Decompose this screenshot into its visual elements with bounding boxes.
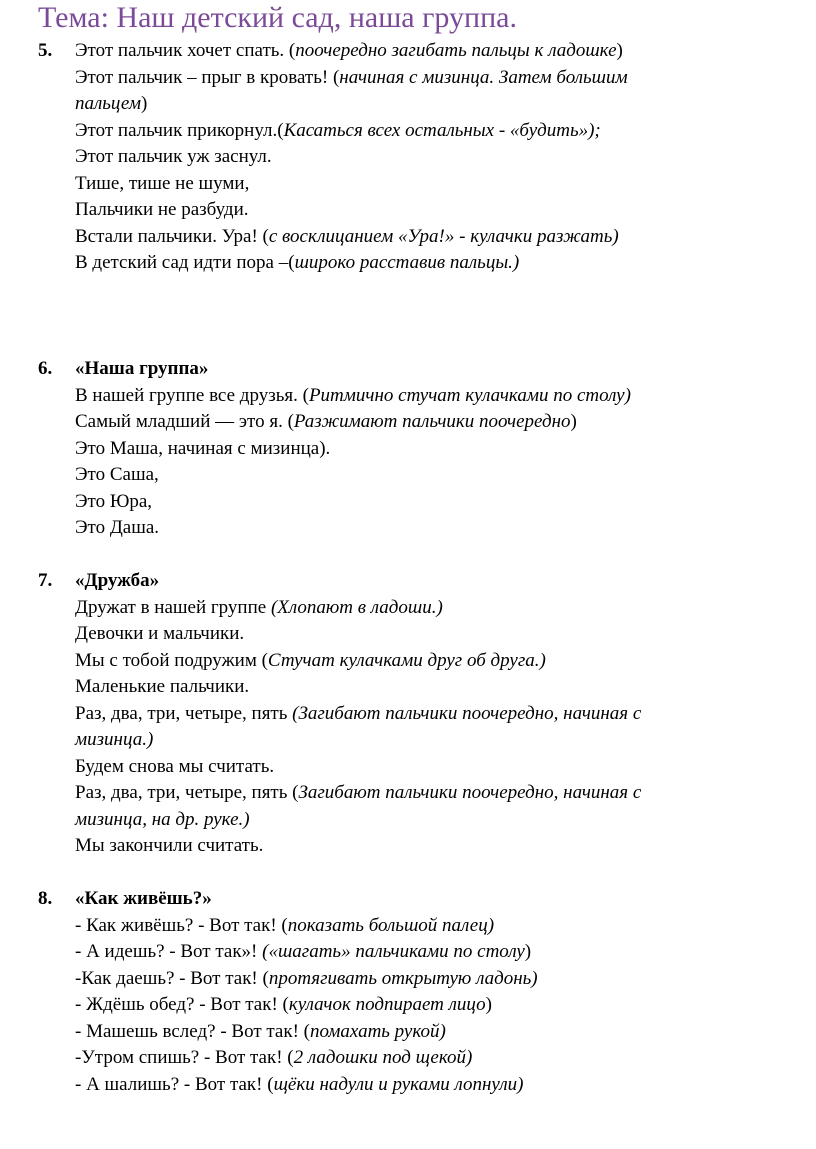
verse-text: Будем снова мы считать.	[75, 755, 275, 777]
section-body	[75, 886, 808, 1098]
verse-text: Этот пальчик уж заснул.	[75, 146, 272, 167]
section-number: 7.	[38, 570, 53, 591]
section-number: 5.	[38, 40, 53, 61]
verse-line	[75, 701, 808, 728]
section-heading	[75, 568, 808, 595]
verse-text: )	[524, 941, 532, 962]
instruction-text: Касаться всех остальных - «будить»);	[283, 119, 601, 141]
verse-text: -Утром спишь? - Вот так! (	[75, 1047, 294, 1068]
instruction-text: (Хлопают в ладоши.)	[270, 596, 443, 618]
verse-text: - Как живёшь? - Вот так! (	[75, 914, 288, 936]
verse-line	[75, 515, 808, 542]
verse-text: Это Маша, начиная с мизинца).	[75, 437, 331, 459]
verse-text: Самый младший — это я. (	[75, 411, 294, 432]
verse-line	[75, 144, 808, 171]
verse-text: Этот пальчик – прыг в кровать! (	[75, 66, 340, 88]
verse-text: )	[616, 40, 623, 61]
instruction-text: показать большой палец)	[287, 914, 495, 936]
verse-line	[75, 436, 808, 463]
verse-line	[75, 1072, 808, 1099]
instruction-text: (Загибают пальчики поочередно, начиная с	[292, 702, 642, 724]
instruction-text: Разжимают пальчики поочередно	[293, 411, 571, 432]
verse-text: Раз, два, три, четыре, пять	[75, 702, 293, 724]
instruction-text: щёки надули и руками лопнули)	[273, 1073, 524, 1095]
verse-line	[75, 38, 808, 65]
verse-text: Мы с тобой подружим (	[75, 649, 268, 671]
verse-text: - А идешь? - Вот так»!	[75, 941, 263, 962]
instruction-text: протягивать открытую ладонь)	[268, 967, 538, 989]
instruction-text: с восклицанием «Ура!» - кулачки разжать)	[268, 225, 619, 247]
verse-text: Тише, тише не шуми,	[75, 172, 250, 194]
verse-text: Это Саша,	[75, 464, 159, 485]
verse-line	[75, 621, 808, 648]
verse-text: Маленькие пальчики.	[75, 676, 250, 697]
verse-text: Этот пальчик прикорнул.(	[75, 119, 284, 141]
verse-line	[75, 462, 808, 489]
instruction-text: Ритмично стучат кулачками по столу)	[308, 384, 631, 406]
verse-line	[75, 197, 808, 224]
section-body	[75, 568, 808, 860]
instruction-text: пальцем	[75, 93, 141, 114]
verse-text: Раз, два, три, четыре, пять (	[75, 782, 299, 803]
section-number: 6.	[38, 358, 53, 379]
verse-line	[75, 489, 808, 516]
verse-line	[75, 91, 808, 118]
verse-text: В нашей группе все друзья. (	[75, 384, 309, 406]
verse-text: )	[141, 93, 148, 114]
verse-line	[75, 224, 808, 251]
instruction-text: широко расставив пальцы.)	[294, 252, 520, 273]
verse-text: )	[485, 994, 492, 1015]
verse-text: Это Юра,	[75, 490, 153, 512]
instruction-text: начиная с мизинца. Затем большим	[339, 66, 628, 88]
verse-text: Дружат в нашей группе	[75, 596, 271, 618]
verse-line	[75, 992, 808, 1019]
verse-text: Это Даша.	[75, 517, 160, 538]
verse-line	[75, 171, 808, 198]
verse-text: «Дружба»	[75, 570, 160, 591]
verse-line	[75, 807, 808, 834]
verse-text: -Как даешь? - Вот так! (	[75, 967, 269, 989]
section-heading	[75, 886, 808, 913]
verse-line	[75, 1045, 808, 1072]
verse-text: «Наша группа»	[75, 358, 209, 379]
section-7	[38, 568, 808, 860]
verse-text: - Ждёшь обед? - Вот так! (	[75, 994, 289, 1015]
verse-line	[75, 409, 808, 436]
section-body	[75, 356, 808, 542]
section-body	[75, 38, 808, 277]
section-heading	[75, 356, 808, 383]
instruction-text: помахать рукой)	[309, 1020, 446, 1042]
verse-line	[75, 754, 808, 781]
verse-line	[75, 833, 808, 860]
instruction-text: мизинца.)	[75, 729, 154, 750]
verse-line	[75, 595, 808, 622]
verse-line	[75, 118, 808, 145]
verse-text: - А шалишь? - Вот так! (	[75, 1073, 274, 1095]
verse-line	[75, 250, 808, 277]
verse-text: )	[570, 411, 577, 432]
verse-text: Девочки и мальчики.	[75, 623, 245, 644]
section-8	[38, 886, 808, 1098]
instruction-text: Загибают пальчики поочередно, начиная с	[298, 782, 642, 803]
section-6	[38, 356, 808, 542]
instruction-text: мизинца, на др. руке.)	[75, 808, 250, 830]
verse-text: В детский сад идти пора –(	[75, 252, 295, 273]
verse-line	[75, 65, 808, 92]
verse-text: - Машешь вслед? - Вот так! (	[75, 1020, 310, 1042]
instruction-text: поочередно загибать пальцы к ладошке	[295, 40, 617, 61]
verse-line	[75, 674, 808, 701]
page-title: Тема: Наш детский сад, наша группа.	[38, 1, 517, 34]
verse-line	[75, 1019, 808, 1046]
verse-text: «Как живёшь?»	[75, 888, 212, 909]
verse-text: Мы закончили считать.	[75, 835, 264, 856]
instruction-text: кулачок подпирает лицо	[288, 994, 486, 1015]
verse-line	[75, 966, 808, 993]
verse-text: Пальчики не разбуди.	[75, 199, 249, 220]
verse-line	[75, 913, 808, 940]
instruction-text: («шагать» пальчиками по столу	[262, 941, 525, 962]
verse-text: Этот пальчик хочет спать. (	[75, 40, 296, 61]
section-5	[38, 38, 808, 277]
verse-line	[75, 939, 808, 966]
section-number: 8.	[38, 888, 53, 909]
verse-text: Встали пальчики. Ура! (	[75, 225, 269, 247]
instruction-text: 2 ладошки под щекой)	[293, 1047, 473, 1068]
verse-line	[75, 648, 808, 675]
instruction-text: Стучат кулачками друг об друга.)	[267, 649, 546, 671]
verse-line	[75, 727, 808, 754]
verse-line	[75, 780, 808, 807]
verse-line	[75, 383, 808, 410]
